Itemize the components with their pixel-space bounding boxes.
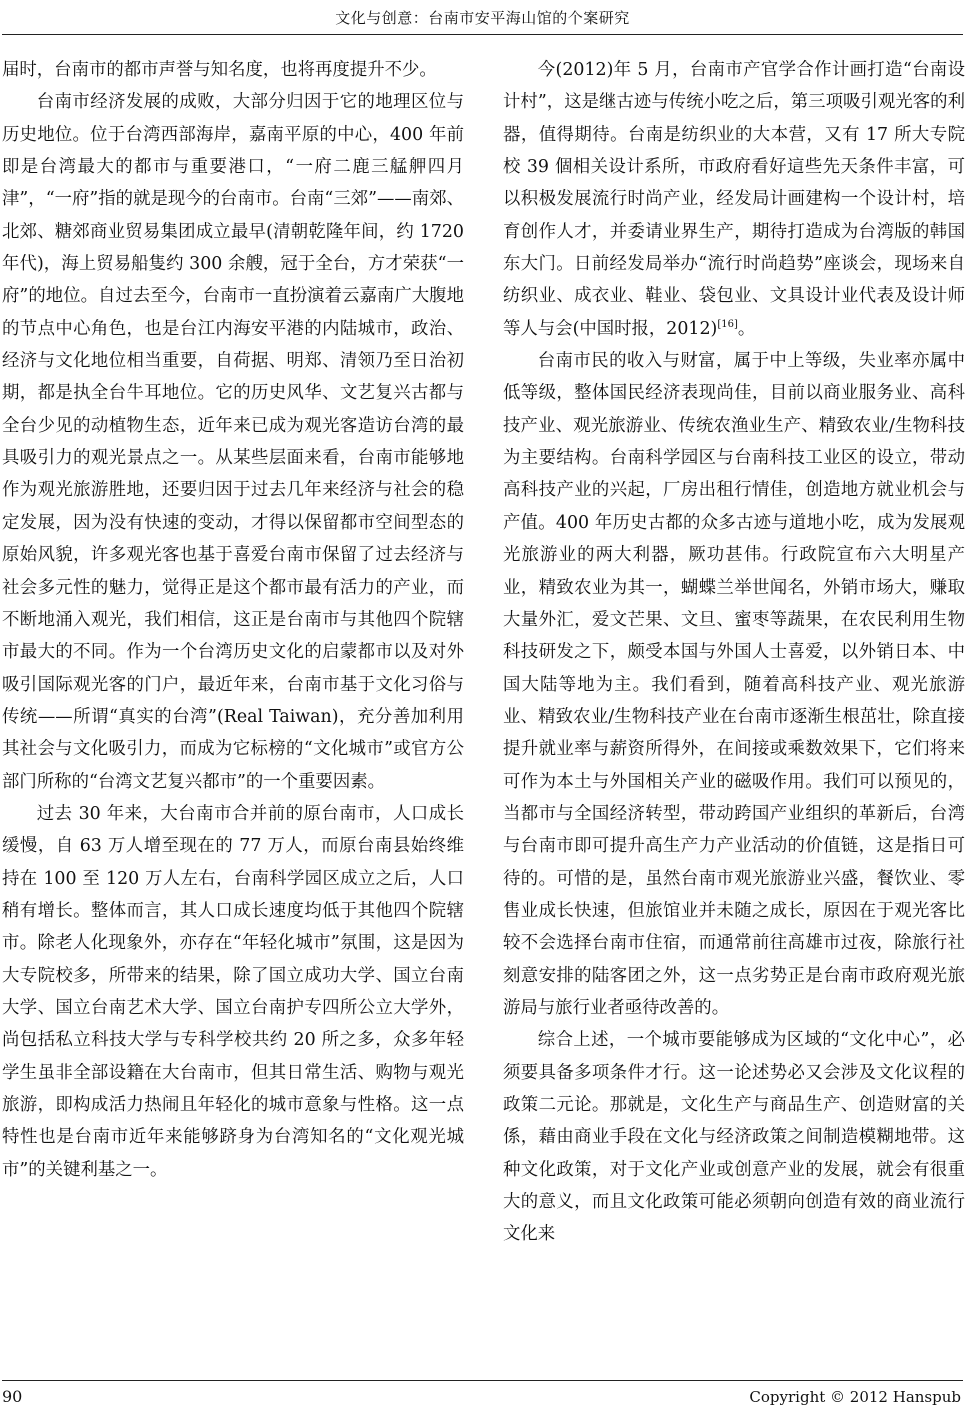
paragraph-design-village — [503, 54, 965, 345]
header-divider — [2, 34, 963, 35]
paragraph-population: 过去 30 年来，大台南市合并前的原台南市，人口成长缓慢，自 63 万人增至现在的 77 万人，而原台南县始终维持在 100 至 120 万人左右，台南科学园区成立之后，人口稍有增长。整体而言，其人口成长速度均低于其他四个院辖市。除老人化现象外，亦存在“年轻化城市”氛围，这是因为大专院校多，所带来的结果，除了国立成功大学、国立台南大学、国立台南艺术大学、国立台南护专四所公立大学外，尚包括私立科技大学与专科学校共约 20 所之多，众多年轻学生虽非全部设籍在大台南市，但其日常生活、购物与观光旅游，即构成活力热闹且年轻化的城市意象与性格。这一点特性也是台南市近年来能够跻身为台湾知名的“文化观光城市”的关键利基之一。 — [2, 803, 464, 1180]
paragraph-geography-history: 台南市经济发展的成败，大部分归因于它的地理区位与历史地位。位于台湾西部海岸，嘉南平原的中心，400 年前即是台湾最大的都市与重要港口，“一府二鹿三艋舺四月津”，“一府”指的就是现今的台南市。台南“三郊”——南郊、北郊、糖郊商业贸易集团成立最早(清朝乾隆年间，约 1720 年代)，海上贸易船隻约 300 余艘，冠于全台，方才荣获“一府”的地位。自过去至今，台南市一直扮演着云嘉南广大腹地的节点中心角色，也是台江内海安平港的内陆城市，政治、经济与文化地位相当重要，自荷据、明郑、清领乃至日治初期，都是执全台牛耳地位。它的历史风华、文艺复兴古都与全台少见的动植物生态，近年来已成为观光客造访台湾的最具吸引力的观光景点之一。从某些层面来看，台南市能够地作为观光旅游胜地，还要归因于过去几年来经济与社会的稳定发展，因为没有快速的变动，才得以保留都市空间型态的原始风貌，许多观光客也基于喜爱台南市保留了过去经济与社会多元性的魅力，觉得正是这个都市最有活力的产业，而不断地涌入观光，我们相信，这正是台南市与其他四个院辖市最大的不同。作为一个台湾历史文化的启蒙都市以及对外吸引国际观光客的门户，最近年来，台南市基于文化习俗与传统——所谓“真实的台湾”(Real Taiwan)，充分善加利用其社会与文化吸引力，而成为它标榜的“文化城市”或官方公部门所称的“台湾文艺复兴都市”的一个重要因素。 — [2, 92, 464, 792]
design-village-text: 今(2012)年 5 月，台南市产官学合作计画打造“台南设计村”，这是继古迹与传统小吃之后，第三项吸引观光客的利器，值得期待。台南是纺织业的大本营，又有 17 所大专院校 39 個相关设计系所，市政府看好這些先天条件丰富，可以积极发展流行时尚产业，经发局计画建构一个设计村，培育创作人才，并委请业界生产，期待打造成为台湾版的韩国东大门。日前经发局举办“流行时尚趋势”座谈会，现场来自纺织业、成衣业、鞋业、袋包业、文具设计业代表及设计师等人与会(中国时报，2012) — [503, 60, 965, 339]
paragraph-conclusion: 综合上述，一个城市要能够成为区域的“文化中心”，必须要具备多项条件才行。这一论述势必又会涉及文化议程的政策二元论。那就是，文化生产与商品生产、创造财富的关係，藉由商业手段在文化与经济政策之间制造模糊地带。这种文化政策，对于文化产业或创意产业的发展，就会有很重大的意义，而且文化政策可能必须朝向创造有效的商业流行文化来 — [503, 1030, 965, 1245]
sentence-end: 。 — [737, 318, 756, 339]
copyright-notice: Copyright © 2012 Hanspub — [749, 1388, 961, 1406]
running-header: 文化与创意：台南市安平海山馆的个案研究 — [335, 9, 630, 27]
right-column — [503, 54, 965, 1251]
left-column — [2, 54, 464, 1186]
paragraph-income-industry: 台南市民的收入与财富，属于中上等级，失业率亦属中低等级，整体国民经济表现尚佳，目前以商业服务业、高科技产业、观光旅游业、传统农渔业生产、精致农业/生物科技为主要结构。台南科学园区与台南科技工业区的设立，带动高科技产业的兴起，厂房出租行情佳，创造地方就业机会与产值。400 年历史古都的众多古迹与道地小吃，成为发展观光旅游业的两大利器，厥功甚伟。行政院宣布六大明星产业，精致农业为其一，蝴蝶兰举世闻名，外销市场大，赚取大量外汇，爱文芒果、文旦、蜜枣等蔬果，在农民利用生物科技研发之下，颇受本国与外国人士喜爱，以外销日本、中国大陆等地为主。我们看到，随着高科技产业、观光旅游业、精致农业/生物科技产业在台南市逐渐生根茁壮，除直接提升就业率与薪资所得外，在间接或乘数效果下，它们将来可作为本土与外国相关产业的磁吸作用。我们可以预见的，当都市与全国经济转型，带动跨国产业组织的革新后，台湾与台南市即可提升高生产力产业活动的价值链，这是指日可待的。可惜的是，虽然台南市观光旅游业兴盛，餐饮业、零售业成长快速，但旅馆业并未随之成长，原因在于观光客比较不会选择台南市住宿，而通常前往高雄市过夜，除旅行社刻意安排的陆客团之外，这一点劣势正是台南市政府观光旅游局与旅行业者亟待改善的。 — [503, 351, 965, 1018]
footer-divider — [2, 1380, 963, 1381]
paragraph-continuation: 届时，台南市的都市声誉与知名度，也将再度提升不少。 — [2, 60, 437, 80]
page-number: 90 — [2, 1387, 23, 1406]
citation-ref: [16] — [717, 318, 738, 330]
